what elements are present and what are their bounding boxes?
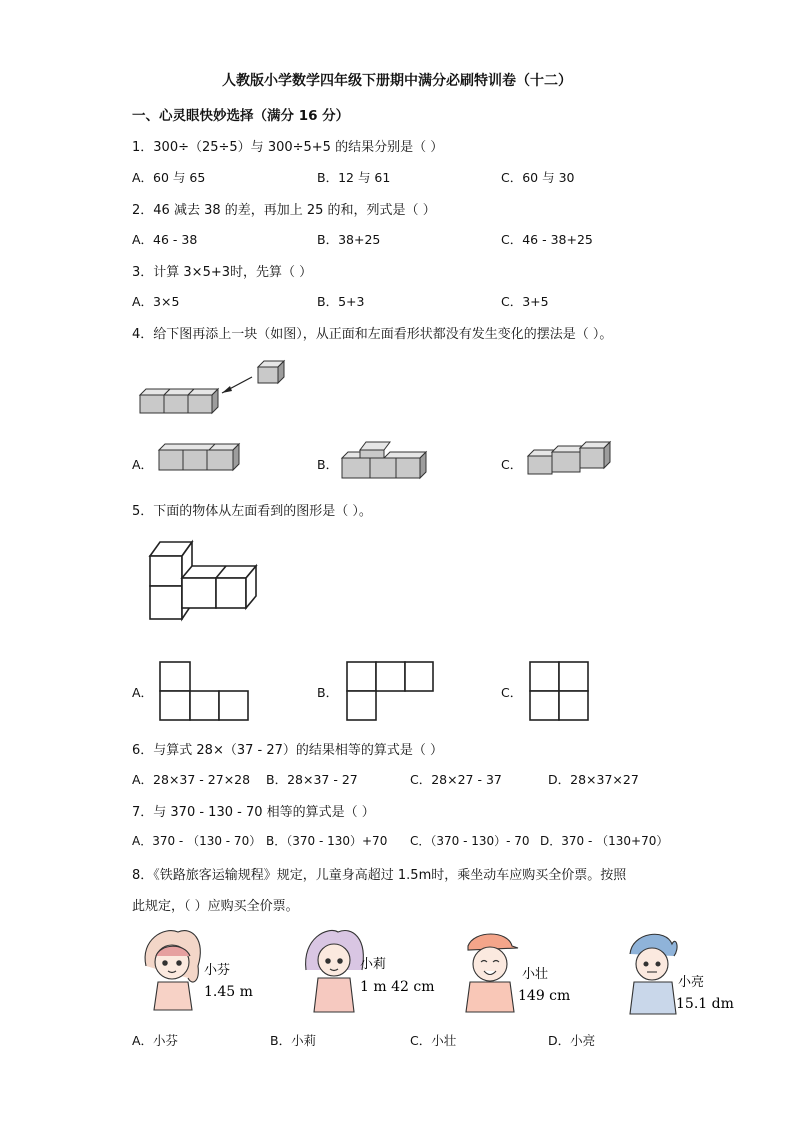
q8-option-a[interactable]: A．小芬 [132, 1033, 179, 1048]
child-xiaozhuang [456, 926, 581, 1016]
child-xiaozhuang-name: 小壮 [522, 967, 549, 982]
child-xiaoli-height: 1 m 42 cm [360, 979, 435, 995]
q1-option-c[interactable]: C．60 与 30 [501, 170, 575, 185]
q7-option-d[interactable]: D．370 - （130+70） [540, 834, 669, 848]
child-xiaofen-name: 小芬 [204, 963, 231, 978]
q4-option-c-figure[interactable] [526, 440, 616, 480]
child-xiaoli-name: 小莉 [360, 957, 387, 972]
q5-option-a[interactable]: A． [132, 685, 154, 700]
q3-option-b[interactable]: B．5+3 [317, 294, 365, 309]
q8-option-b[interactable]: B．小莉 [270, 1033, 317, 1048]
q1-option-a[interactable]: A．60 与 65 [132, 170, 206, 185]
section-heading: 一、心灵眼快妙选择（满分 16 分） [132, 108, 350, 124]
q2-option-b[interactable]: B．38+25 [317, 232, 381, 247]
q8-option-d[interactable]: D．小亮 [548, 1033, 596, 1048]
child-xiaoliang-icon [630, 934, 677, 1014]
q6-option-d[interactable]: D．28×37×27 [548, 772, 639, 787]
q4-main-figure [138, 355, 298, 420]
q5-option-b[interactable]: B． [317, 685, 339, 700]
q5-option-b-figure[interactable] [345, 660, 435, 722]
q6-option-c[interactable]: C．28×27 - 37 [410, 772, 502, 787]
q3-option-c[interactable]: C．3+5 [501, 294, 549, 309]
q2-option-c[interactable]: C．46 - 38+25 [501, 232, 593, 247]
q6-option-b[interactable]: B．28×37 - 27 [266, 772, 358, 787]
q6-option-a[interactable]: A．28×37 - 27×28 [132, 772, 251, 787]
question-5-stem: 5．下面的物体从左面看到的图形是（ ）。 [132, 504, 372, 519]
child-xiaofen-height: 1.45 m [204, 984, 253, 1000]
question-1-stem: 1．300÷（25÷5）与 300÷5+5 的结果分别是（ ） [132, 140, 444, 155]
q5-option-a-figure[interactable] [158, 660, 250, 722]
q5-option-c-figure[interactable] [528, 660, 590, 722]
q8-option-c[interactable]: C．小壮 [410, 1033, 457, 1048]
q7-option-b[interactable]: B．（370 - 130）+70 [266, 834, 388, 848]
q4-option-c[interactable]: C． [501, 457, 523, 472]
q4-option-a-figure[interactable] [157, 440, 242, 475]
q1-option-b[interactable]: B．12 与 61 [317, 170, 391, 185]
q2-option-a[interactable]: A．46 - 38 [132, 232, 198, 247]
q3-option-a[interactable]: A．3×5 [132, 294, 180, 309]
child-xiaoli-icon [306, 931, 364, 1012]
q7-option-c[interactable]: C．（370 - 130）- 70 [410, 834, 530, 848]
question-3-stem: 3．计算 3×5+3时，先算（ ） [132, 265, 313, 280]
cube-row [140, 389, 218, 413]
child-xiaozhuang-height: 149 cm [518, 988, 571, 1004]
child-xiaoliang [620, 926, 745, 1018]
q4-option-a[interactable]: A． [132, 457, 154, 472]
page-title: 人教版小学数学四年级下册期中满分必刷特训卷（十二） [222, 73, 572, 89]
child-xiaoliang-name: 小亮 [678, 975, 705, 990]
q5-option-c[interactable]: C． [501, 685, 523, 700]
child-xiaoli [298, 926, 433, 1016]
child-xiaozhuang-icon [466, 934, 518, 1012]
q4-option-b[interactable]: B． [317, 457, 339, 472]
q4-option-b-figure[interactable] [340, 440, 430, 485]
question-4-stem: 4．给下图再添上一块（如图），从正面和左面看形状都没有发生变化的摆法是（ ）。 [132, 327, 613, 342]
question-8-stem-line1: 8．《铁路旅客运输规程》规定，儿童身高超过 1.5m时，乘坐动车应购买全价票。按照 [132, 868, 627, 883]
child-xiaoliang-height: 15.1 dm [676, 996, 734, 1012]
question-2-stem: 2．46 减去 38 的差，再加上 25 的和，列式是（ ） [132, 203, 436, 218]
child-xiaofen [134, 926, 254, 1016]
q7-option-a[interactable]: A．370 - （130 - 70） [132, 834, 262, 848]
question-7-stem: 7．与 370 - 130 - 70 相等的算式是（ ） [132, 805, 375, 820]
arrow-head [222, 386, 232, 393]
question-6-stem: 6．与算式 28×（37 - 27）的结果相等的算式是（ ） [132, 743, 444, 758]
q5-main-figure [146, 532, 261, 624]
single-cube [258, 361, 284, 383]
child-xiaofen-icon [145, 931, 200, 1010]
question-8-stem-line2: 此规定，（ ）应购买全价票。 [132, 899, 299, 914]
